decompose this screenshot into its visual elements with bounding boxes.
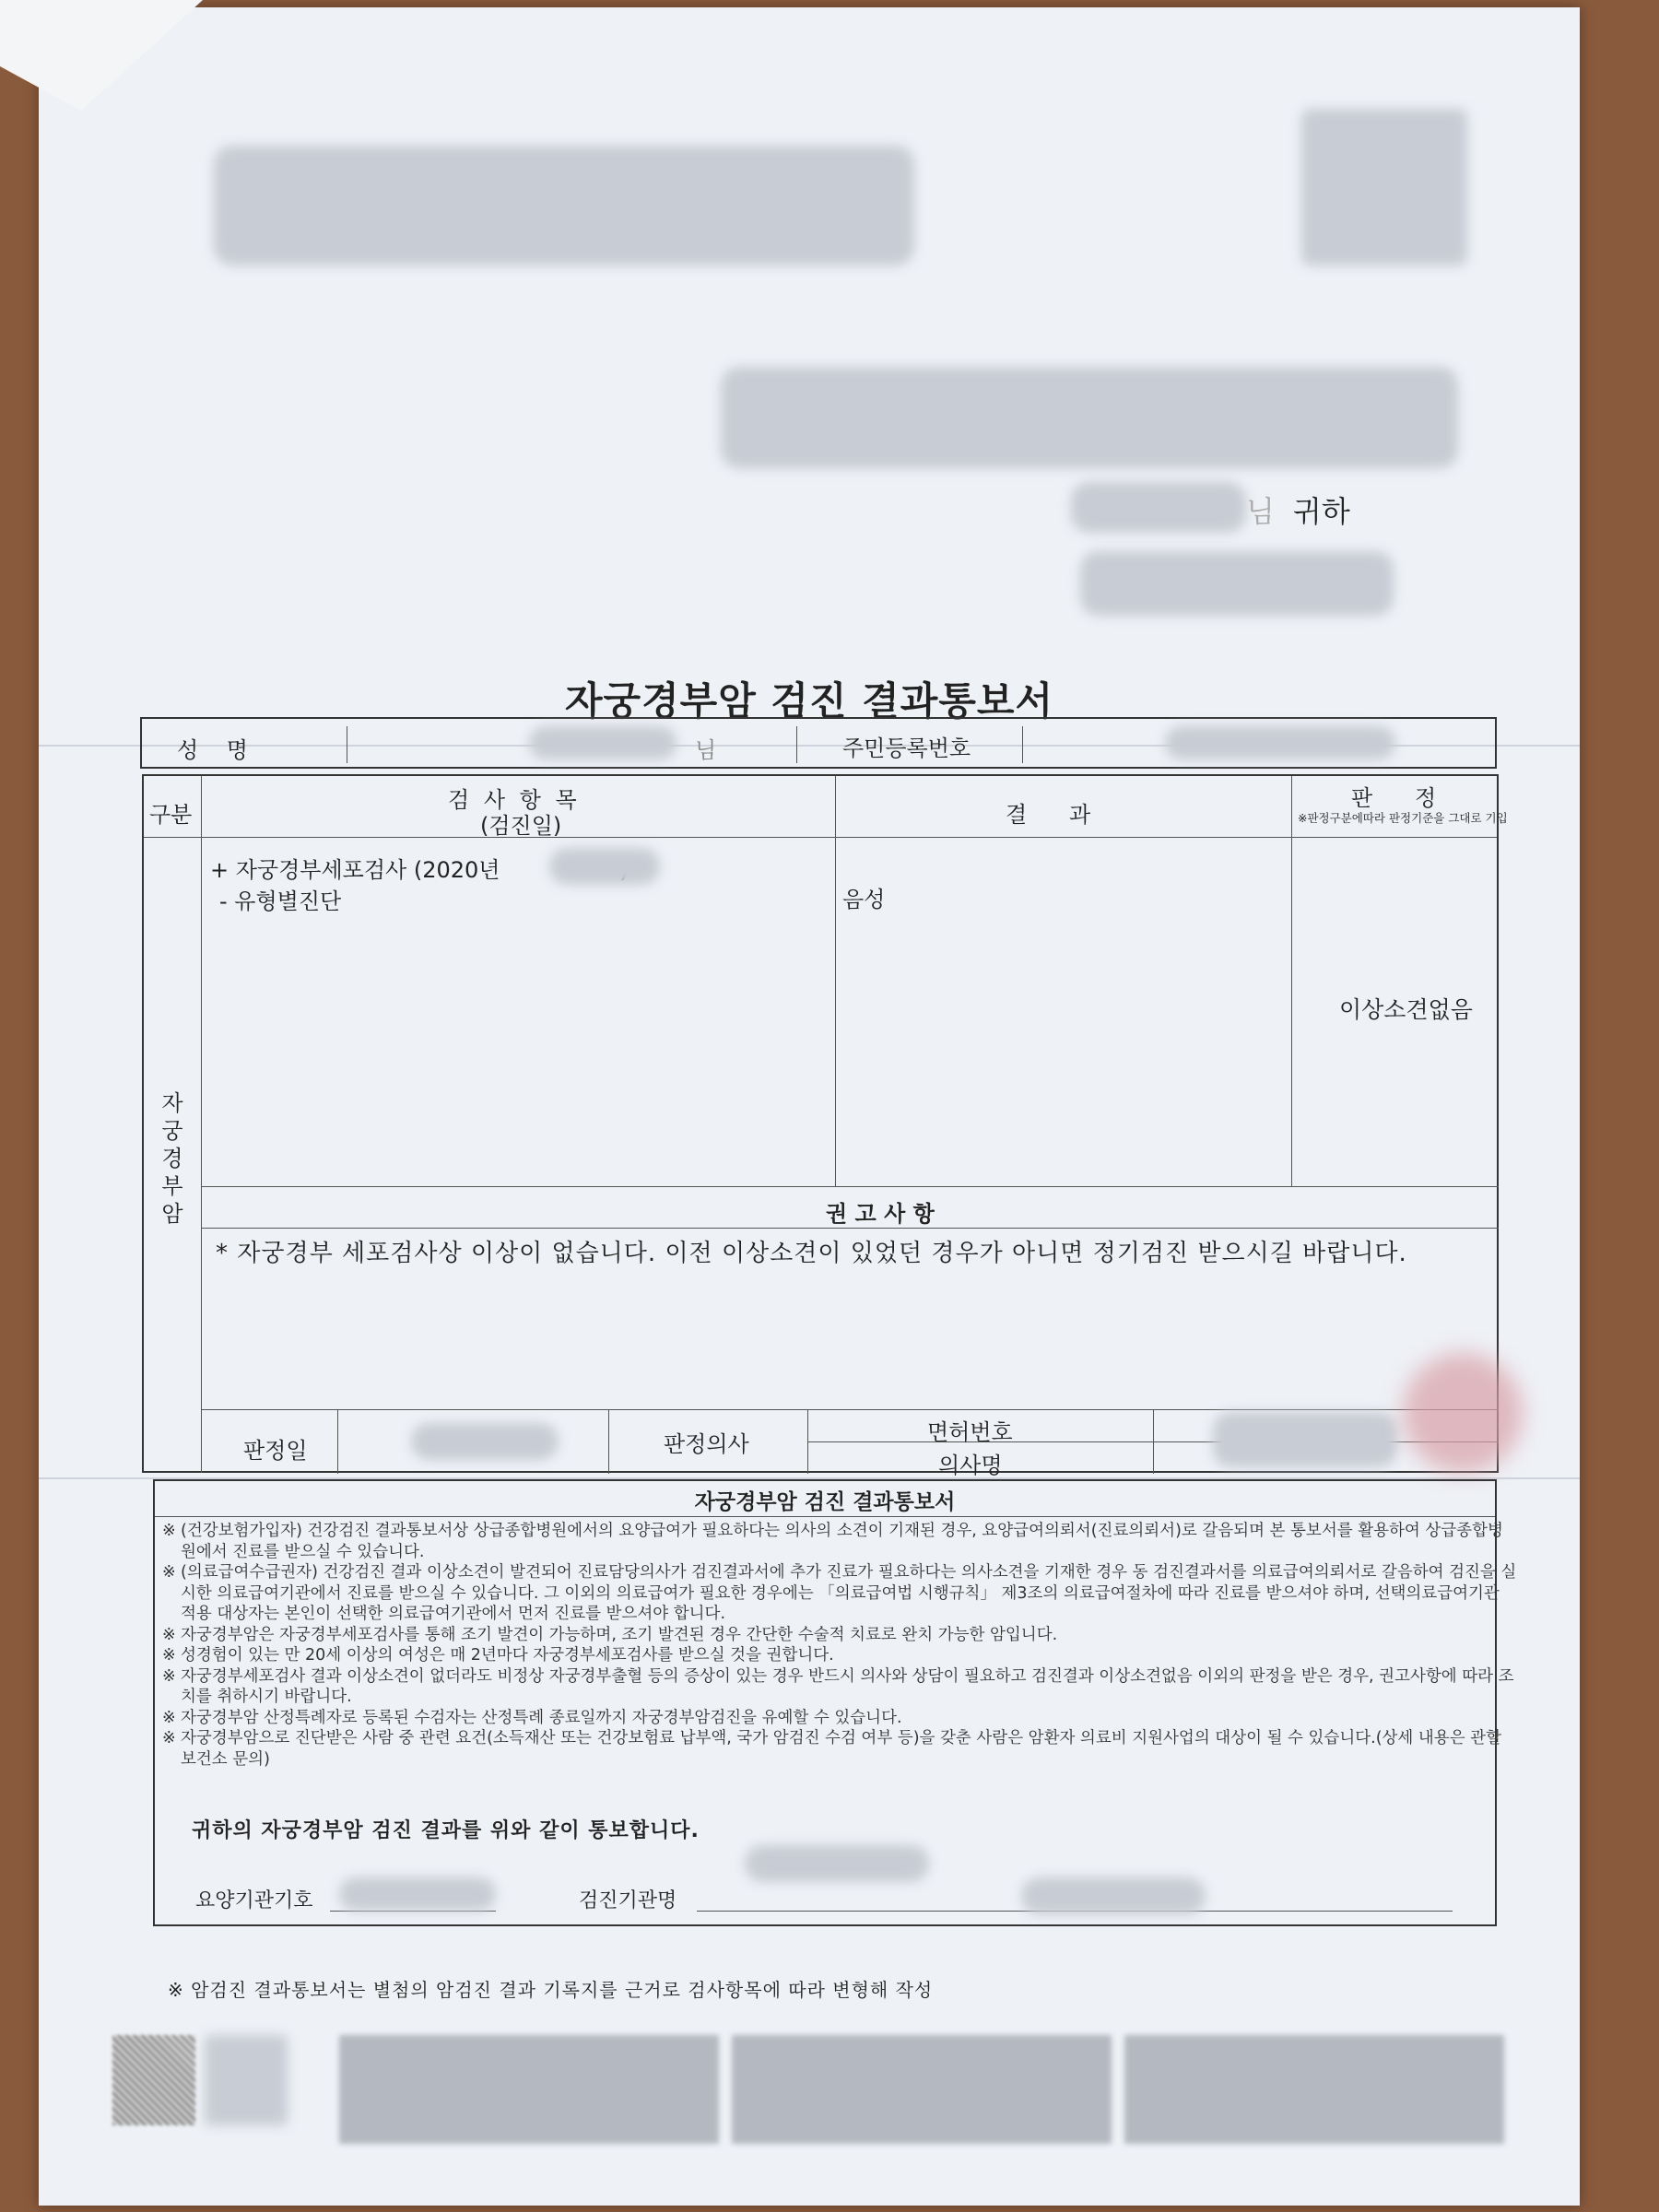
redacted-institution-sign (1021, 1877, 1206, 1914)
notify-text: 귀하의 자궁경부암 검진 결과를 위와 같이 통보합니다. (192, 1819, 700, 1842)
note-marker: ※ (162, 1646, 176, 1665)
notice-text: 자궁경부암으로 진단받은 사람 중 관련 요건(소득재산 또는 건강보험료 납부액, 국가 암검진 수검 여부 등)을 갖춘 사람은 암환자 의료비 지원사업의 대상이 될 수 있습니다.(상세 내용은 관할 보건소 문의) (181, 1729, 1501, 1769)
stamp-seal (1403, 1353, 1523, 1473)
note-marker: ※ (162, 1708, 176, 1727)
redacted-logo (1301, 109, 1467, 265)
id-number-label: 주민등록번호 (842, 735, 971, 761)
item-line-2: - 유형별진단 (219, 888, 342, 914)
header-judgment: 판 정 (1351, 785, 1437, 811)
judgment-doctor-label: 판정의사 (664, 1431, 749, 1457)
notice-item (162, 1728, 1517, 1770)
notice-item (162, 1625, 1517, 1646)
notice-item (162, 1521, 1517, 1562)
header-category: 구분 (149, 802, 193, 828)
institution-name-label: 검진기관명 (579, 1889, 677, 1912)
notice-text: (의료급여수급권자) 건강검진 결과 이상소견이 발견되어 진료담당의사가 검진결과서에 추가 진료가 필요하다는 의사소견을 기재한 경우 동 검진결과서를 의료급여의뢰서로 갈음하여 검진을 실시한 의료급여기관에서 진료를 받으실 수 있습니다. 그 이외의 의료급여가 필요한 경우에는 「의료급여법 시행규칙」 제3조의 의료급여절차에 따라 진료를 받으셔야 하며, 선택의료급여기관 적용 대상자는 본인이 선택한 의료급여기관에서 먼저 진료를 받으셔야 합니다. (181, 1563, 1517, 1623)
item-name: + 자궁경부세포검사 (2020년 (210, 857, 500, 883)
notice-item (162, 1645, 1517, 1666)
redacted-logo-small (205, 2035, 288, 2125)
redacted-exam-date (549, 848, 660, 885)
note-marker: ※ (162, 1729, 176, 1747)
redacted-judgment-date (411, 1423, 559, 1460)
header-result: 결 과 (1006, 802, 1091, 828)
notice-list (162, 1521, 1517, 1770)
redacted-name (529, 726, 677, 759)
qr-code (112, 2035, 195, 2125)
footer-note: ※ 암검진 결과통보서는 별첨의 암검진 결과 기록지를 근거로 검사항목에 따라 변형해 작성 (168, 1979, 934, 2001)
redacted-institution-code (339, 1877, 496, 1911)
redacted-info (1080, 551, 1394, 616)
personal-info-row (140, 717, 1497, 769)
note-marker: ※ (162, 1666, 176, 1686)
redacted-barcode (1124, 2035, 1504, 2144)
notice-item (162, 1666, 1517, 1708)
judgment-value: 이상소견없음 (1339, 996, 1473, 1023)
note-marker: ※ (162, 1625, 176, 1644)
document-page (39, 7, 1580, 2206)
redacted-barcode (732, 2035, 1112, 2144)
redacted-name (1071, 482, 1246, 533)
redacted-institution-name (745, 1845, 929, 1882)
recommendation-text: * 자궁경부 세포검사상 이상이 없습니다. 이전 이상소견이 있었던 경우가 아니면 정기검진 받으시길 바랍니다. (216, 1240, 1407, 1267)
result-table (142, 774, 1508, 1478)
document-title: 자궁경부암 검진 결과통보서 (564, 678, 1054, 724)
addressee-title: 귀하 (1292, 494, 1350, 529)
redacted-doctor-info (1213, 1412, 1397, 1467)
recommendation-header: 권 고 사 항 (826, 1201, 935, 1227)
name-label: 성 명 (177, 737, 248, 763)
notice-text: 자궁경부세포검사 결과 이상소견이 없더라도 비정상 자궁경부출혈 등의 증상이 있는 경우 반드시 의사와 상담이 필요하고 검진결과 이상소견없음 이외의 판정을 받은 경우, 권고사항에 따라 조치를 취하시기 바랍니다. (181, 1666, 1514, 1706)
addressee-suffix: 님 (1246, 494, 1275, 529)
notice-text: 자궁경부암 산정특례자로 등록된 수검자는 산정특례 종료일까지 자궁경부암검진을 유예할 수 있습니다. (181, 1708, 902, 1727)
redacted-address (721, 367, 1458, 468)
header-item-sub: (검진일) (480, 813, 562, 839)
redacted-sender (214, 146, 914, 265)
doctor-name-label: 의사명 (938, 1453, 1003, 1478)
license-number-label: 면허번호 (927, 1419, 1013, 1445)
notice-header: 자궁경부암 검진 결과통보서 (694, 1490, 956, 1514)
notice-text: 자궁경부암은 자궁경부세포검사를 통해 조기 발견이 가능하며, 조기 발견된 경우 간단한 수술적 치료로 완치 가능한 암입니다. (181, 1625, 1058, 1644)
result-value: 음성 (842, 887, 886, 912)
note-marker: ※ (162, 1522, 176, 1540)
header-judgment-note: ※판정구분에따라 판정기준을 그대로 기입 (1298, 811, 1508, 825)
notice-item (162, 1708, 1517, 1729)
judgment-date-label: 판정일 (243, 1438, 308, 1464)
notice-text: (건강보험가입자) 건강검진 결과통보서상 상급종합병원에서의 요양급여가 필요하다는 의사의 소견이 기재된 경우, 요양급여의뢰서(진료의뢰서)로 갈음되며 본 통보서를 활용하여 상급종합병원에서 진료를 받으실 수 있습니다. (181, 1522, 1503, 1561)
header-item: 검 사 항 목 (448, 787, 581, 813)
institution-code-label: 요양기관기호 (195, 1889, 313, 1912)
category-cell: 자궁경부암 (161, 1090, 183, 1227)
notice-text: 성경험이 있는 만 20세 이상의 여성은 매 2년마다 자궁경부세포검사를 받으실 것을 권합니다. (181, 1646, 834, 1665)
redacted-id-number (1165, 726, 1395, 759)
redacted-barcode (339, 2035, 719, 2144)
addressee-line (1246, 488, 1350, 531)
note-marker: ※ (162, 1563, 176, 1582)
notice-item (162, 1562, 1517, 1625)
name-suffix: 님 (695, 737, 717, 763)
